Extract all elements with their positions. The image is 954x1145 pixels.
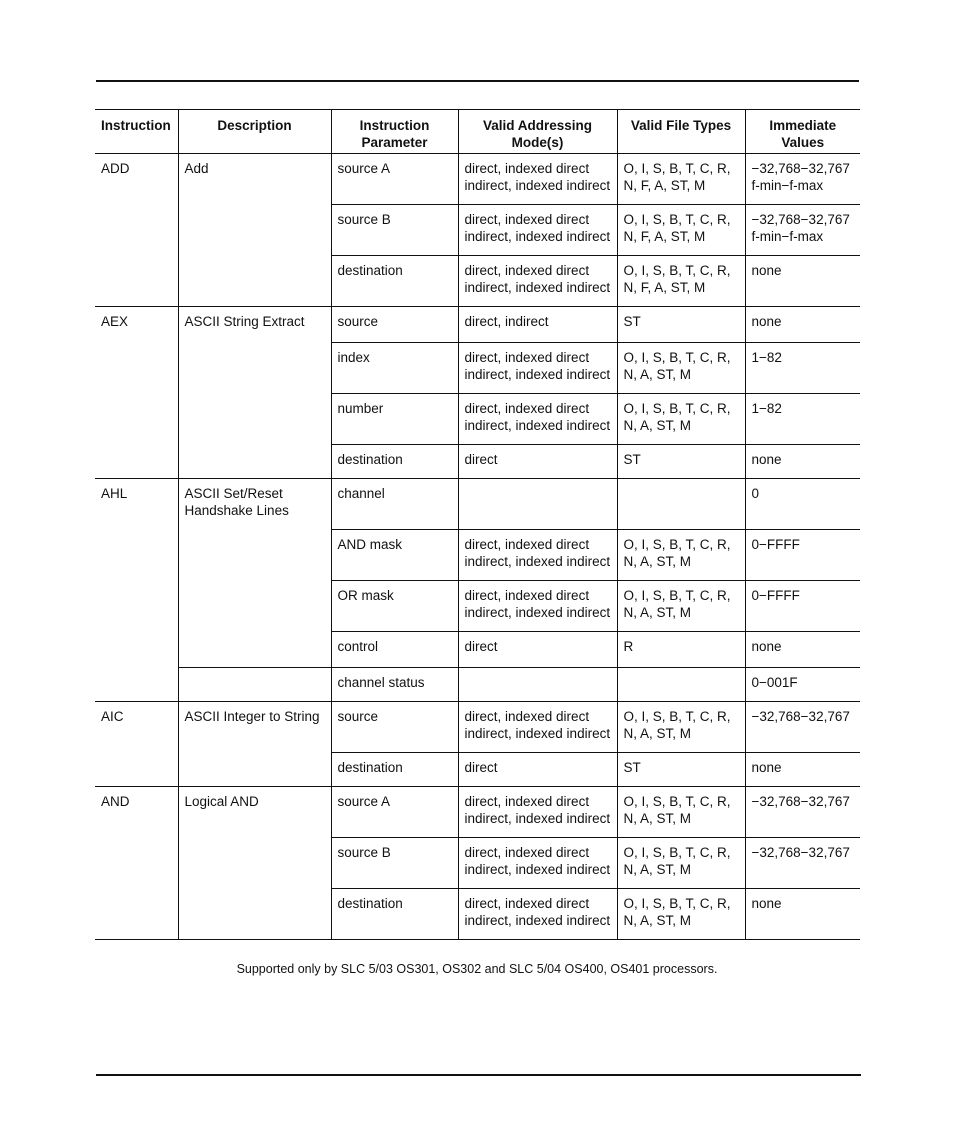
cell-instruction xyxy=(95,632,178,668)
cell-instruction xyxy=(95,343,178,394)
cell-parameter: destination xyxy=(331,889,458,940)
cell-parameter: destination xyxy=(331,256,458,307)
cell-modes: direct xyxy=(458,753,617,787)
cell-description xyxy=(178,205,331,256)
cell-values: none xyxy=(745,889,860,940)
cell-description: ASCII String Extract xyxy=(178,307,331,343)
cell-types: O, I, S, B, T, C, R, N, F, A, ST, M xyxy=(617,154,745,205)
cell-types: O, I, S, B, T, C, R, N, A, ST, M xyxy=(617,581,745,632)
cell-parameter: index xyxy=(331,343,458,394)
header-parameter: Instruction Parameter xyxy=(331,110,458,154)
cell-instruction xyxy=(95,753,178,787)
table-row xyxy=(95,445,860,479)
cell-parameter: channel status xyxy=(331,668,458,702)
cell-instruction: AEX xyxy=(95,307,178,343)
table-row xyxy=(95,343,860,394)
cell-modes: direct xyxy=(458,445,617,479)
cell-parameter: OR mask xyxy=(331,581,458,632)
table-row xyxy=(95,787,860,838)
cell-values: none xyxy=(745,307,860,343)
cell-modes: direct, indexed direct indirect, indexed indirect xyxy=(458,581,617,632)
table-row xyxy=(95,581,860,632)
cell-types: O, I, S, B, T, C, R, N, A, ST, M xyxy=(617,394,745,445)
cell-description xyxy=(178,581,331,632)
cell-types: O, I, S, B, T, C, R, N, A, ST, M xyxy=(617,702,745,753)
cell-parameter: AND mask xyxy=(331,530,458,581)
cell-parameter: source B xyxy=(331,838,458,889)
cell-types: ST xyxy=(617,307,745,343)
cell-types: O, I, S, B, T, C, R, N, F, A, ST, M xyxy=(617,205,745,256)
cell-types: O, I, S, B, T, C, R, N, A, ST, M xyxy=(617,787,745,838)
cell-values: none xyxy=(745,632,860,668)
cell-types xyxy=(617,479,745,530)
footer-rule xyxy=(96,1074,861,1076)
table-row xyxy=(95,205,860,256)
cell-description xyxy=(178,753,331,787)
cell-description xyxy=(178,256,331,307)
table-header-row xyxy=(95,110,860,154)
cell-values: 0−FFFF xyxy=(745,530,860,581)
table-row xyxy=(95,154,860,205)
cell-types: O, I, S, B, T, C, R, N, A, ST, M xyxy=(617,343,745,394)
cell-modes: direct, indexed direct indirect, indexed indirect xyxy=(458,343,617,394)
table-row xyxy=(95,394,860,445)
table-row xyxy=(95,530,860,581)
cell-instruction: AND xyxy=(95,787,178,838)
cell-values: −32,768−32,767 xyxy=(745,787,860,838)
cell-instruction xyxy=(95,445,178,479)
cell-values: 1−82 xyxy=(745,394,860,445)
cell-parameter: source B xyxy=(331,205,458,256)
cell-types: O, I, S, B, T, C, R, N, A, ST, M xyxy=(617,838,745,889)
cell-description: ASCII Integer to String xyxy=(178,702,331,753)
cell-parameter: control xyxy=(331,632,458,668)
cell-instruction xyxy=(95,581,178,632)
cell-types: R xyxy=(617,632,745,668)
cell-description: Add xyxy=(178,154,331,205)
cell-instruction xyxy=(95,256,178,307)
cell-modes: direct, indexed direct indirect, indexed indirect xyxy=(458,702,617,753)
cell-description: ASCII Set/Reset Handshake Lines xyxy=(178,479,331,530)
cell-modes: direct, indexed direct indirect, indexed indirect xyxy=(458,394,617,445)
cell-parameter: destination xyxy=(331,445,458,479)
table-row xyxy=(95,702,860,753)
cell-instruction xyxy=(95,205,178,256)
table-row xyxy=(95,256,860,307)
cell-values: −32,768−32,767 f-min−f-max xyxy=(745,154,860,205)
cell-parameter: source xyxy=(331,307,458,343)
cell-modes: direct, indexed direct indirect, indexed indirect xyxy=(458,205,617,256)
cell-modes: direct, indexed direct indirect, indexed indirect xyxy=(458,154,617,205)
cell-values: none xyxy=(745,753,860,787)
header-types: Valid File Types xyxy=(617,110,745,154)
cell-types: O, I, S, B, T, C, R, N, A, ST, M xyxy=(617,889,745,940)
cell-parameter: destination xyxy=(331,753,458,787)
table-row xyxy=(95,838,860,889)
cell-modes: direct xyxy=(458,632,617,668)
instruction-table xyxy=(95,109,860,940)
cell-description xyxy=(178,838,331,889)
cell-parameter: channel xyxy=(331,479,458,530)
cell-types: O, I, S, B, T, C, R, N, A, ST, M xyxy=(617,530,745,581)
footnote: Supported only by SLC 5/03 OS301, OS302 and SLC 5/04 OS400, OS401 processors. xyxy=(236,962,718,976)
table-row xyxy=(95,668,860,702)
table-row xyxy=(95,632,860,668)
table-row xyxy=(95,753,860,787)
cell-values: −32,768−32,767 f-min−f-max xyxy=(745,205,860,256)
table-row xyxy=(95,479,860,530)
cell-modes: direct, indexed direct indirect, indexed indirect xyxy=(458,530,617,581)
cell-parameter: source A xyxy=(331,787,458,838)
cell-parameter: number xyxy=(331,394,458,445)
cell-parameter: source xyxy=(331,702,458,753)
cell-values: 0−001F xyxy=(745,668,860,702)
cell-modes: direct, indirect xyxy=(458,307,617,343)
cell-instruction xyxy=(95,668,178,702)
header-instruction: Instruction xyxy=(95,110,178,154)
cell-modes: direct, indexed direct indirect, indexed indirect xyxy=(458,838,617,889)
cell-instruction xyxy=(95,889,178,940)
cell-values: 1−82 xyxy=(745,343,860,394)
cell-types xyxy=(617,668,745,702)
cell-instruction xyxy=(95,530,178,581)
cell-values: −32,768−32,767 xyxy=(745,838,860,889)
cell-types: O, I, S, B, T, C, R, N, F, A, ST, M xyxy=(617,256,745,307)
cell-instruction: AIC xyxy=(95,702,178,753)
cell-modes: direct, indexed direct indirect, indexed indirect xyxy=(458,256,617,307)
cell-types: ST xyxy=(617,753,745,787)
cell-values: none xyxy=(745,256,860,307)
header-modes: Valid Addressing Mode(s) xyxy=(458,110,617,154)
header-rule xyxy=(96,80,859,82)
cell-parameter: source A xyxy=(331,154,458,205)
header-description: Description xyxy=(178,110,331,154)
cell-instruction: AHL xyxy=(95,479,178,530)
cell-description: Logical AND xyxy=(178,787,331,838)
cell-values: −32,768−32,767 xyxy=(745,702,860,753)
header-values: Immediate Values xyxy=(745,110,860,154)
table-row xyxy=(95,307,860,343)
cell-modes xyxy=(458,668,617,702)
cell-description xyxy=(178,632,331,668)
cell-values: none xyxy=(745,445,860,479)
cell-modes: direct, indexed direct indirect, indexed indirect xyxy=(458,787,617,838)
table-row xyxy=(95,889,860,940)
cell-modes xyxy=(458,479,617,530)
cell-description xyxy=(178,343,331,394)
cell-types: ST xyxy=(617,445,745,479)
cell-instruction xyxy=(95,394,178,445)
cell-description xyxy=(178,530,331,581)
cell-description xyxy=(178,668,331,702)
cell-instruction: ADD xyxy=(95,154,178,205)
cell-description xyxy=(178,889,331,940)
cell-values: 0 xyxy=(745,479,860,530)
cell-instruction xyxy=(95,838,178,889)
cell-values: 0−FFFF xyxy=(745,581,860,632)
cell-modes: direct, indexed direct indirect, indexed indirect xyxy=(458,889,617,940)
cell-description xyxy=(178,394,331,445)
cell-description xyxy=(178,445,331,479)
